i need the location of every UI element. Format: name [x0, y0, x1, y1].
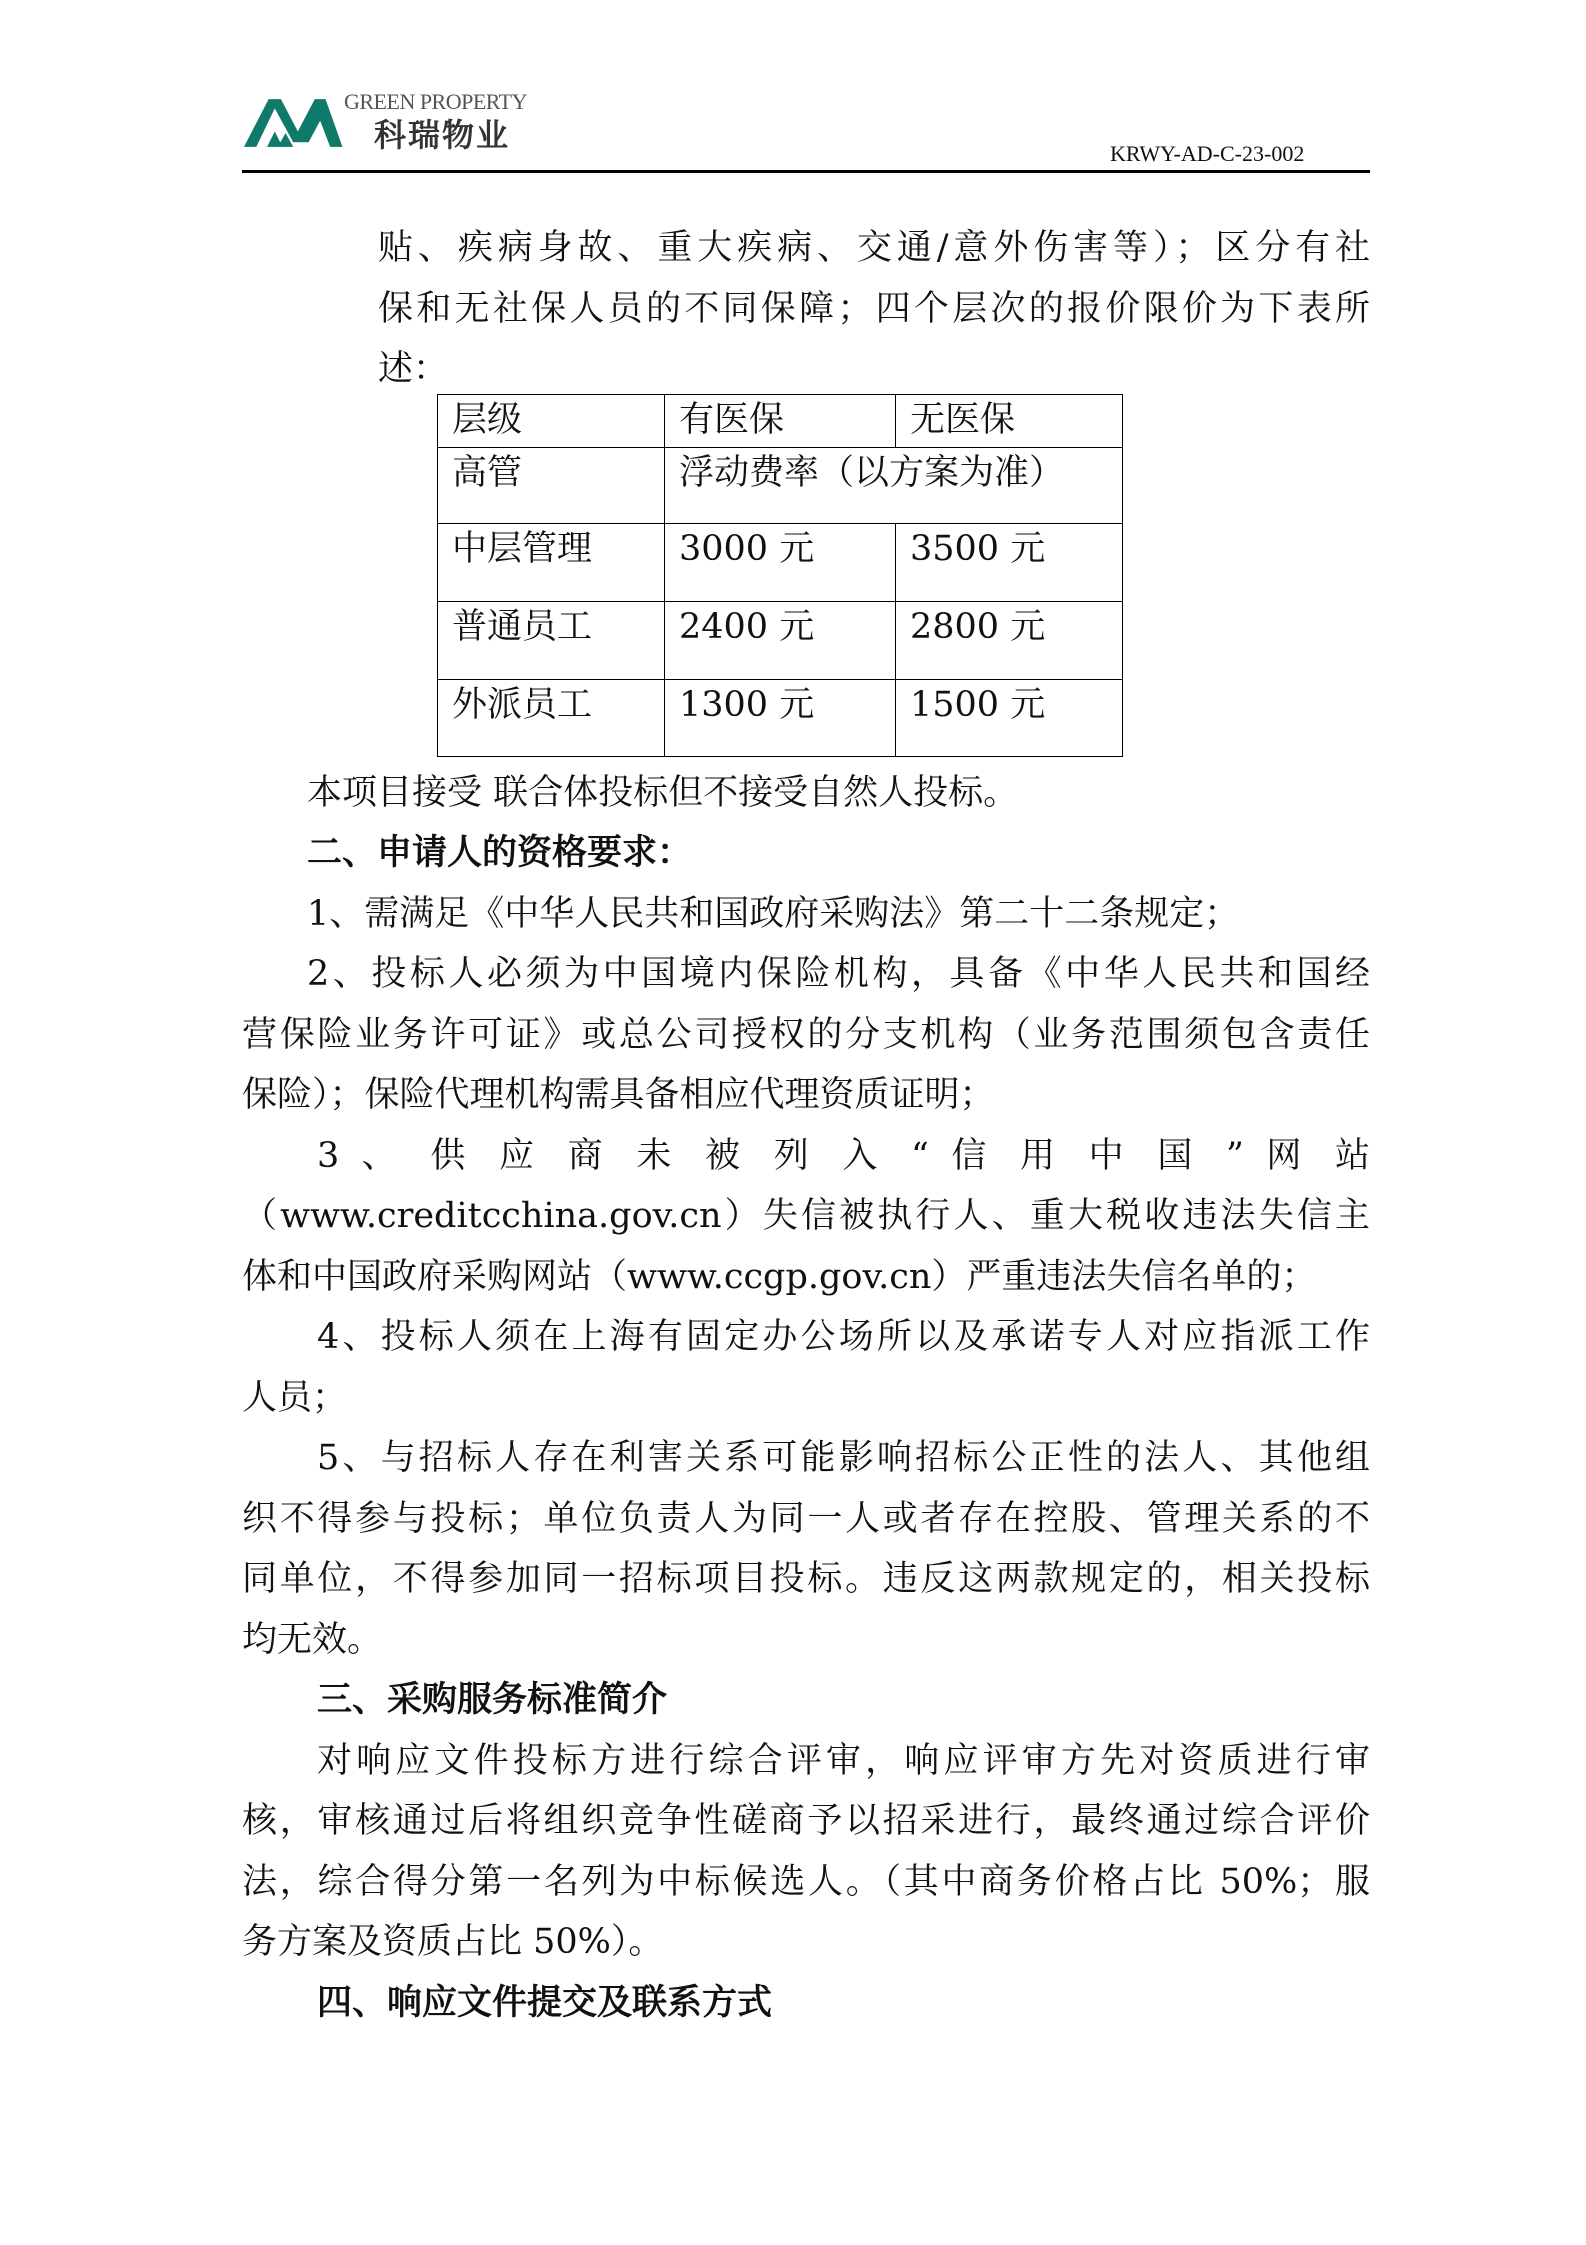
paragraph-line: 贴、疾病身故、重大疾病、交通/意外伤害等）；区分有社: [378, 228, 1370, 268]
paragraph-line: 保和无社保人员的不同保障；四个层次的报价限价为下表所: [378, 289, 1370, 329]
without-insurance-cell: 1500 元: [896, 680, 1123, 757]
header-cell: 有医保: [665, 395, 896, 448]
paragraph-line: 人员；: [242, 1378, 348, 1418]
paragraph-line: 2、投标人必须为中国境内保险机构，具备《中华人民共和国经: [307, 954, 1370, 994]
tier-cell: 高管: [438, 448, 665, 524]
paragraph-line: 营保险业务许可证》或总公司授权的分支机构（业务范围须包含责任: [242, 1015, 1370, 1055]
table-row: [438, 448, 1123, 524]
paragraph-line: 1、需满足《中华人民共和国政府采购法》第二十二条规定；: [307, 894, 1240, 934]
paragraph-line: 对响应文件投标方进行综合评审，响应评审方先对资质进行审: [317, 1741, 1370, 1781]
price-limit-table: [437, 394, 1123, 757]
header-cell: 无医保: [896, 395, 1123, 448]
paragraph-line: 核，审核通过后将组织竞争性磋商予以招采进行，最终通过综合评价: [242, 1801, 1370, 1841]
table-row: [438, 602, 1123, 680]
logo-chinese-text: 科瑞物业: [374, 116, 511, 154]
table-row: [438, 524, 1123, 602]
document-code: KRWY-AD-C-23-002: [1110, 141, 1305, 166]
paragraph-line: 本项目接受 联合体投标但不接受自然人投标。: [307, 773, 1019, 813]
paragraph-line: 3 、 供 应 商 未 被 列 入 “ 信 用 中 国 ” 网 站: [317, 1136, 1370, 1176]
paragraph-line: 法，综合得分第一名列为中标候选人。（其中商务价格占比 50%；服: [242, 1862, 1370, 1902]
header-cell: 层级: [438, 395, 665, 448]
section-heading: 四、响应文件提交及联系方式: [317, 1982, 773, 2023]
tier-cell: 外派员工: [438, 680, 665, 757]
paragraph-line: 保险）；保险代理机构需具备相应代理资质证明；: [242, 1075, 995, 1115]
merged-price-cell: 浮动费率（以方案为准）: [665, 448, 1123, 524]
paragraph-line: 体和中国政府采购网站（www.ccgp.gov.cn）严重违法失信名单的；: [242, 1257, 1317, 1297]
table-row: [438, 680, 1123, 757]
green-property-logo-icon: [244, 92, 344, 154]
paragraph-line: 同单位，不得参加同一招标项目投标。违反这两款规定的，相关投标: [242, 1559, 1370, 1599]
paragraph-line: 织不得参与投标；单位负责人为同一人或者存在控股、管理关系的不: [242, 1499, 1370, 1539]
tier-cell: 中层管理: [438, 524, 665, 602]
paragraph-line: 4、投标人须在上海有固定办公场所以及承诺专人对应指派工作: [317, 1317, 1370, 1357]
paragraph-line: 务方案及资质占比 50%）。: [242, 1922, 664, 1962]
section-heading: 三、采购服务标准简介: [317, 1679, 668, 1720]
without-insurance-cell: 2800 元: [896, 602, 1123, 680]
paragraph-line: 均无效。: [242, 1620, 383, 1660]
header-divider: [242, 170, 1370, 173]
paragraph-line: 5、与招标人存在利害关系可能影响招标公正性的法人、其他组: [317, 1438, 1370, 1478]
with-insurance-cell: 2400 元: [665, 602, 896, 680]
paragraph-line: （www.creditcchina.gov.cn）失信被执行人、重大税收违法失信主: [242, 1196, 1370, 1236]
tier-cell: 普通员工: [438, 602, 665, 680]
logo-english-text: GREEN PROPERTY: [344, 89, 527, 114]
table-header-row: [438, 395, 1123, 448]
without-insurance-cell: 3500 元: [896, 524, 1123, 602]
paragraph-line: 述：: [378, 349, 449, 389]
with-insurance-cell: 3000 元: [665, 524, 896, 602]
section-heading: 二、申请人的资格要求：: [307, 832, 693, 873]
with-insurance-cell: 1300 元: [665, 680, 896, 757]
